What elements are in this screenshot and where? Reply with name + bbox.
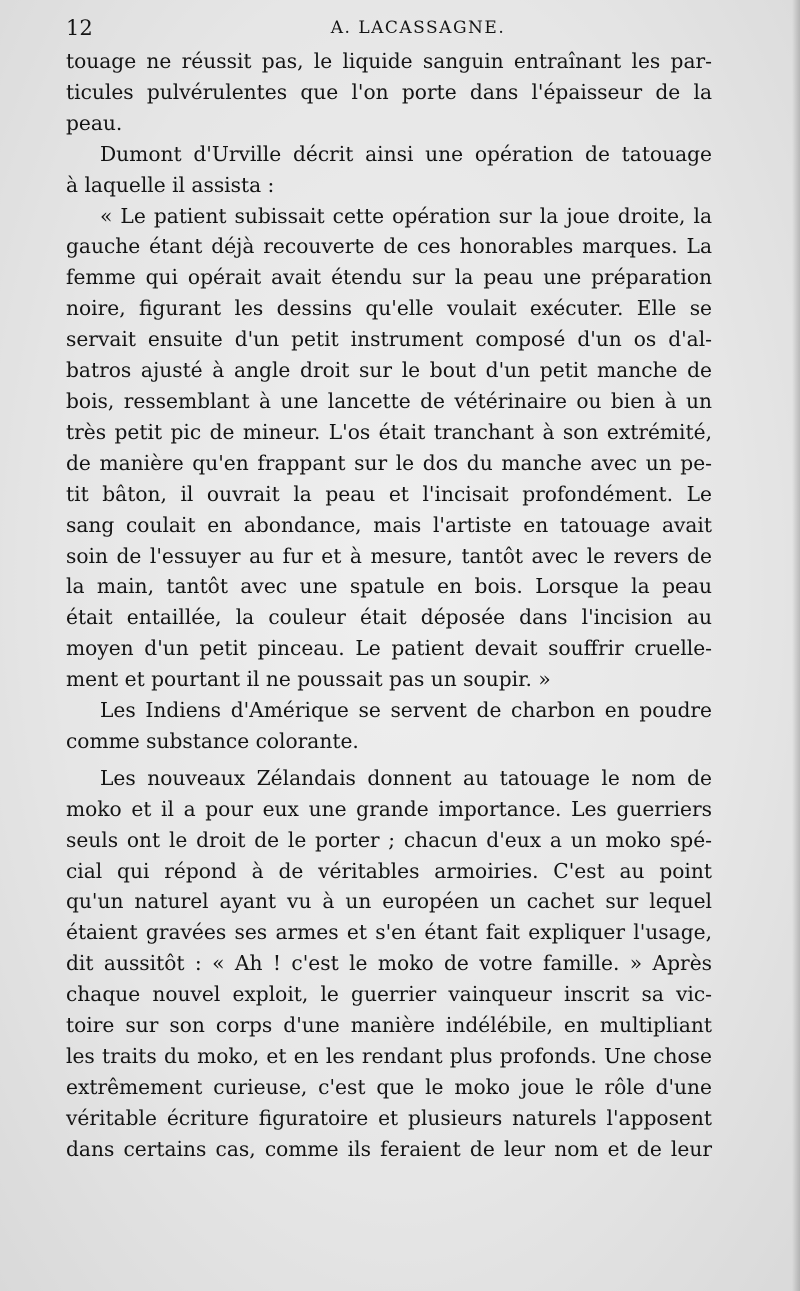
text-line: qu'un naturel ayant vu à un européen un cachet sur lequel xyxy=(66,889,712,914)
text-line: seuls ont le droit de le porter ; chacun d'eux a un moko spé- xyxy=(66,827,712,852)
text-line: ment et pourtant il ne poussait pas un soupir. » xyxy=(66,667,551,692)
text-line: noire, figurant les dessins qu'elle voulait exécuter. Elle se xyxy=(66,296,712,321)
page-edge-shadow xyxy=(792,0,800,1291)
text-line: Les Indiens d'Amérique se servent de charbon en poudre xyxy=(100,698,712,723)
text-line: moko et il a pour eux une grande importance. Les guerriers xyxy=(66,796,712,821)
body-text xyxy=(66,46,712,1165)
text-line: batros ajusté à angle droit sur le bout d'un petit manche de xyxy=(66,358,712,383)
text-line: Dumont d'Urville décrit ainsi une opération de tatouage xyxy=(100,141,712,166)
text-line: dit aussitôt : « Ah ! c'est le moko de votre famille. » Après xyxy=(66,951,712,976)
text-line: ticules pulvérulentes que l'on porte dans l'épaisseur de la xyxy=(66,79,712,104)
page-header xyxy=(66,12,740,44)
text-line: dans certains cas, comme ils feraient de leur nom et de leur xyxy=(66,1136,712,1161)
text-line: moyen d'un petit pinceau. Le patient devait souffrir cruelle- xyxy=(66,636,712,661)
text-line: touage ne réussit pas, le liquide sanguin entraînant les par- xyxy=(66,49,712,73)
text-line: cial qui répond à de véritables armoiries. C'est au point xyxy=(66,858,712,883)
text-line: extrêmement curieuse, c'est que le moko joue le rôle d'une xyxy=(66,1074,712,1099)
text-line: chaque nouvel exploit, le guerrier vainqueur inscrit sa vic- xyxy=(66,982,712,1007)
text-line: bois, ressemblant à une lancette de vétérinaire ou bien à un xyxy=(66,388,712,413)
paragraph-5 xyxy=(66,763,712,1165)
paragraph-3-quote xyxy=(66,201,712,696)
text-line: servait ensuite d'un petit instrument composé d'un os d'al- xyxy=(66,327,712,352)
text-line: très petit pic de mineur. L'os était tranchant à son extrémité, xyxy=(66,419,712,444)
paragraph-4 xyxy=(66,695,712,757)
text-line: sang coulait en abondance, mais l'artiste en tatouage avait xyxy=(66,512,712,537)
text-line: comme substance colorante. xyxy=(66,728,359,753)
text-line: soin de l'essuyer au fur et à mesure, tantôt avec le revers de xyxy=(66,543,712,568)
text-line: peau. xyxy=(66,110,123,135)
text-line: gauche étant déjà recouverte de ces honorables marques. La xyxy=(66,234,712,259)
text-line: toire sur son corps d'une manière indélébile, en multipliant xyxy=(66,1013,712,1038)
text-line: tit bâton, il ouvrait la peau et l'incisait profondément. Le xyxy=(66,481,712,506)
page-number: 12 xyxy=(66,16,93,40)
text-line: était entaillée, la couleur était déposée dans l'incision au xyxy=(66,605,712,630)
text-line: étaient gravées ses armes et s'en étant fait expliquer l'usage, xyxy=(66,920,712,945)
text-line: Les nouveaux Zélandais donnent au tatouage le nom de xyxy=(100,765,712,790)
text-line: femme qui opérait avait étendu sur la peau une préparation xyxy=(66,265,712,290)
text-line: les traits du moko, et en les rendant plus profonds. Une chose xyxy=(66,1044,712,1068)
running-head: A. LACASSAGNE. xyxy=(330,18,506,38)
text-line: véritable écriture figuratoire et plusieurs naturels l'apposent xyxy=(66,1105,712,1130)
text-line: à laquelle il assista : xyxy=(66,172,275,197)
text-line: la main, tantôt avec une spatule en bois. Lorsque la peau xyxy=(66,574,712,599)
text-line: de manière qu'en frappant sur le dos du manche avec un pe- xyxy=(66,450,712,475)
paragraph-1 xyxy=(66,46,712,139)
paragraph-2 xyxy=(66,139,712,201)
text-line: « Le patient subissait cette opération sur la joue droite, la xyxy=(100,203,712,228)
